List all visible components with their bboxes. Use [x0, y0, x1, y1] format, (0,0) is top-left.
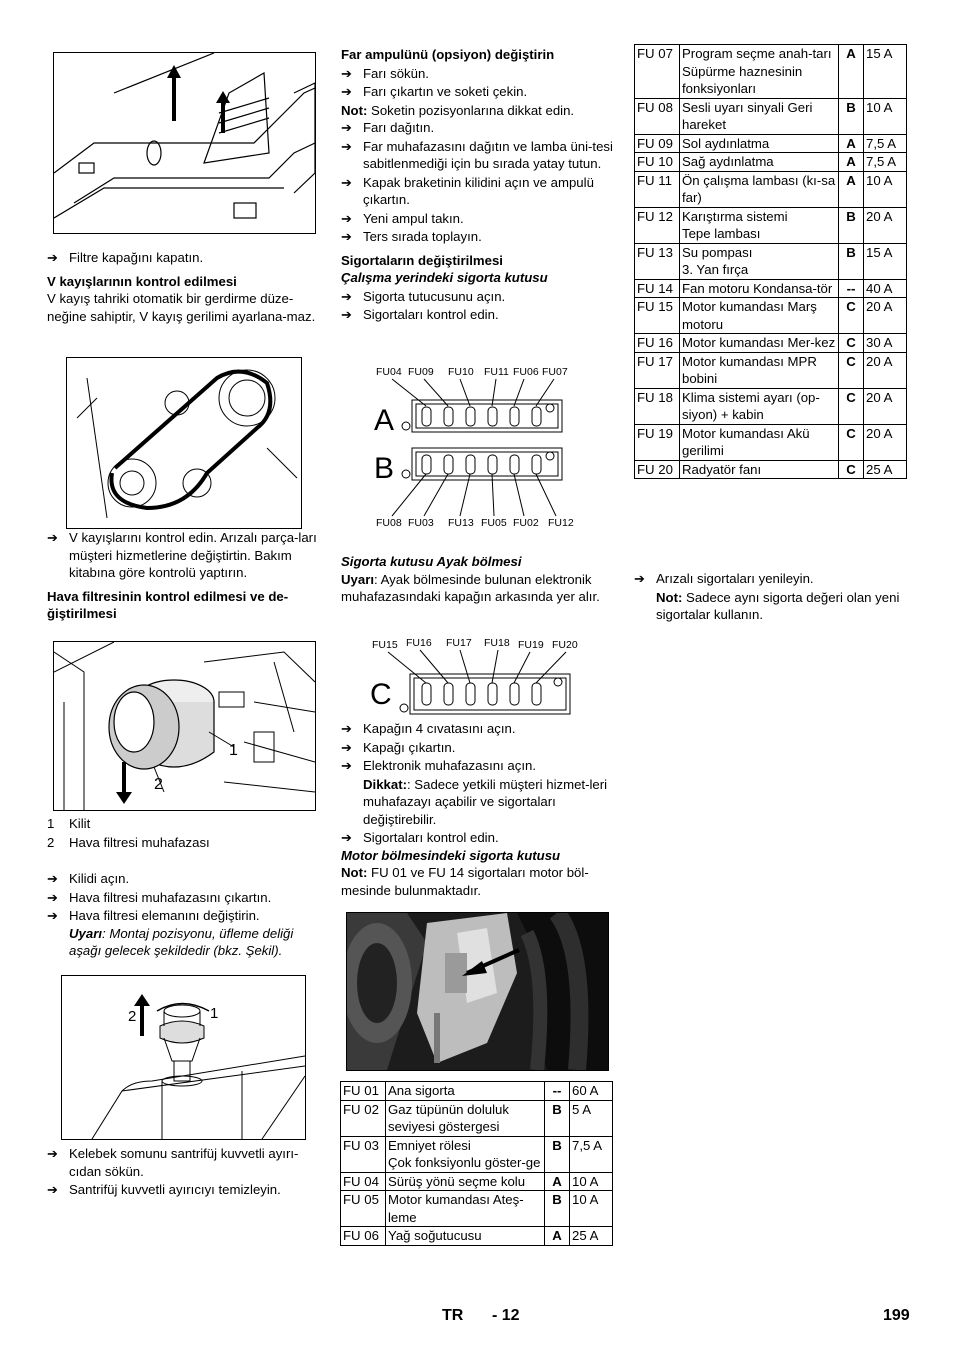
- fuse-description-cell: Su pompası 3. Yan fırça: [680, 243, 839, 279]
- legend-item: 1 Kilit: [47, 816, 91, 831]
- foot-fusebox-heading: Sigorta kutusu Ayak bölmesi: [341, 554, 522, 569]
- legend-item: 2 Hava filtresi muhafazası: [47, 834, 210, 850]
- fuse-amperage-cell: 7,5 A: [864, 134, 907, 153]
- figure-label-1: 1: [229, 742, 238, 759]
- fuse-heading: Sigortaların değiştirilmesi: [341, 252, 503, 268]
- step-replace-fuses: ➔ Arızalı sigortaları yenileyin.: [634, 571, 814, 586]
- fuse-table-row: [635, 279, 907, 298]
- fuse-description-cell: Sol aydınlatma: [680, 134, 839, 153]
- fuse-id-cell: FU 04: [341, 1172, 386, 1191]
- arrow-right-icon: ➔: [47, 889, 58, 905]
- fuse-table-row: [635, 134, 907, 153]
- footer-language: TR: [442, 1307, 464, 1324]
- fuse-amperage-cell: 20 A: [864, 388, 907, 424]
- fuse-label: FU04: [376, 366, 402, 378]
- step-lamp: ➔ Far muhafazasını dağıtın ve lamba üni-tesi sabitlenmediği için bu sırada yatay tutun.: [341, 138, 613, 171]
- fuse-id-cell: FU 10: [635, 153, 680, 172]
- fuse-id-cell: FU 05: [341, 1191, 386, 1227]
- vbelt-text: V kayış tahriki otomatik bir gerdirme düze-neğine sahiptir, V kayış gerilimi ayarlana-maz.: [47, 291, 316, 324]
- fuse-box-cell: B: [545, 1191, 570, 1227]
- fuse-amperage-cell: 25 A: [864, 460, 907, 479]
- fuse-id-cell: FU 08: [635, 98, 680, 134]
- fuse-description-cell: Fan motoru Kondansa-tör: [680, 279, 839, 298]
- fuse-table-row: [635, 388, 907, 424]
- fuse-box-cell: C: [839, 388, 864, 424]
- fuse-id-cell: FU 20: [635, 460, 680, 479]
- arrow-right-icon: ➔: [47, 250, 58, 265]
- fuse-amperage-cell: 60 A: [570, 1082, 613, 1101]
- fuse-id-cell: FU 13: [635, 243, 680, 279]
- fuse-box-cell: A: [839, 171, 864, 207]
- fuse-label: FU06: [513, 366, 539, 378]
- fuse-table-row: [635, 460, 907, 479]
- step-check-vbelt: ➔ V kayışlarını kontrol edin. Arızalı parça-ları müşteri hizmetlerine değiştirtin. Bakım kitabına göre kontrolü yaptırın.: [47, 530, 317, 580]
- footer-page-number: 199: [883, 1307, 910, 1324]
- fuse-table-row: [341, 1191, 613, 1227]
- fuse-amperage-cell: 10 A: [570, 1172, 613, 1191]
- fuse-description-cell: Motor kumandası Mer-kez: [680, 334, 839, 353]
- fuse-table-row: [341, 1100, 613, 1136]
- fuse-description-cell: Ön çalışma lambası (kı-sa far): [680, 171, 839, 207]
- arrow-right-icon: ➔: [341, 174, 352, 190]
- fuse-amperage-cell: 10 A: [864, 171, 907, 207]
- fuse-description-cell: Gaz tüpünün doluluk seviyesi göstergesi: [386, 1100, 545, 1136]
- fuse-label: FU02: [513, 517, 539, 529]
- fuse-box-cell: C: [839, 298, 864, 334]
- arrow-right-icon: ➔: [47, 530, 58, 545]
- fuse-label: FU16: [406, 637, 432, 649]
- fuse-box-cell: --: [839, 279, 864, 298]
- fuse-label: FU20: [552, 639, 578, 651]
- step-lamp: ➔ Farı dağıtın.: [341, 120, 435, 135]
- figure-label-2: 2: [154, 776, 163, 793]
- engine-compartment-photo: [346, 912, 609, 1071]
- step-fuse: ➔ Sigortaları kontrol edin.: [341, 307, 499, 322]
- motor-fusebox-heading: Motor bölmesindeki sigorta kutusu: [341, 847, 561, 863]
- vbelt-illustration: [67, 358, 301, 528]
- sweeper-filter-figure: [53, 52, 316, 234]
- arrow-right-icon: ➔: [47, 1146, 58, 1161]
- fuse-description-cell: Motor kumandası Ateş-leme: [386, 1191, 545, 1227]
- fuse-amperage-cell: 20 A: [864, 298, 907, 334]
- arrow-right-icon: ➔: [341, 229, 352, 244]
- fusebox-ab-diagram: [372, 362, 580, 534]
- fuse-box-cell: B: [545, 1100, 570, 1136]
- step-foot: ➔ Elektronik muhafazasını açın.: [341, 758, 536, 773]
- figure-label-2: 2: [128, 1008, 137, 1025]
- arrow-right-icon: ➔: [341, 65, 352, 81]
- fuse-table-row: [635, 98, 907, 134]
- fuse-table-row: [341, 1172, 613, 1191]
- fuse-box-cell: B: [839, 207, 864, 243]
- figure-label-1: 1: [210, 1005, 219, 1022]
- fuse-id-cell: FU 07: [635, 45, 680, 99]
- step-fuse: ➔ Sigorta tutucusunu açın.: [341, 288, 506, 304]
- fusebox-row-c-label: C: [370, 678, 392, 711]
- arrow-right-icon: ➔: [341, 758, 352, 773]
- engine-photo-svg: [347, 913, 608, 1070]
- lamp-heading: Far ampulünü (opsiyon) değiştirin: [341, 47, 555, 62]
- fusebox-ab-svg: [372, 362, 580, 534]
- fuse-subheading: Çalışma yerindeki sigorta kutusu: [341, 270, 548, 285]
- fuse-description-cell: Sürüş yönü seçme kolu: [386, 1172, 545, 1191]
- step-foot: ➔ Sigortaları kontrol edin.: [341, 830, 499, 845]
- step-close-filter: ➔ Filtre kapağını kapatın.: [47, 250, 204, 265]
- fuse-amperage-cell: 10 A: [864, 98, 907, 134]
- fuse-amperage-cell: 7,5 A: [570, 1136, 613, 1172]
- fuse-box-cell: C: [839, 460, 864, 479]
- step-lamp: ➔ Farı sökün.: [341, 65, 429, 81]
- arrow-right-icon: ➔: [341, 138, 352, 154]
- arrow-right-icon: ➔: [47, 1182, 58, 1197]
- arrow-right-icon: ➔: [341, 721, 352, 736]
- arrow-right-icon: ➔: [341, 739, 352, 755]
- fuse-id-cell: FU 16: [635, 334, 680, 353]
- fuse-id-cell: FU 01: [341, 1082, 386, 1101]
- fuse-label: FU10: [448, 366, 474, 378]
- fusebox-c-svg: [370, 634, 586, 720]
- fuse-box-cell: --: [545, 1082, 570, 1101]
- fuse-id-cell: FU 19: [635, 424, 680, 460]
- fuse-amperage-cell: 15 A: [864, 243, 907, 279]
- fuse-table-2: [634, 44, 907, 479]
- fuse-table-row: [635, 243, 907, 279]
- fuse-id-cell: FU 15: [635, 298, 680, 334]
- step-airfilter: ➔ Kilidi açın.: [47, 871, 130, 886]
- fuse-amperage-cell: 10 A: [570, 1191, 613, 1227]
- fuse-table-row: [341, 1227, 613, 1246]
- airfilter-heading: Hava filtresinin kontrol edilmesi ve de-ğiştirilmesi: [47, 588, 289, 621]
- fuse-box-cell: B: [839, 243, 864, 279]
- fuse-label: FU08: [376, 517, 402, 529]
- arrow-right-icon: ➔: [341, 210, 352, 226]
- arrow-right-icon: ➔: [341, 288, 352, 304]
- vbelt-figure: [66, 357, 302, 529]
- fuse-table-row: [635, 45, 907, 99]
- fuse-label: FU17: [446, 637, 472, 649]
- fuse-description-cell: Klima sistemi ayarı (op-siyon) + kabin: [680, 388, 839, 424]
- fuse-label: FU03: [408, 517, 434, 529]
- arrow-right-icon: ➔: [341, 84, 352, 99]
- fuse-amperage-cell: 20 A: [864, 352, 907, 388]
- sweeper-filter-illustration: [54, 53, 315, 233]
- arrow-right-icon: ➔: [341, 307, 352, 322]
- fuse-description-cell: Ana sigorta: [386, 1082, 545, 1101]
- motor-note: Not: FU 01 ve FU 14 sigortaları motor böl-mesinde bulunmaktadır.: [341, 865, 589, 898]
- separator-figure: [61, 975, 306, 1140]
- fuse-box-cell: C: [839, 424, 864, 460]
- fuse-label: FU15: [372, 639, 398, 651]
- fuse-amperage-cell: 15 A: [864, 45, 907, 99]
- fuse-box-cell: B: [545, 1136, 570, 1172]
- step-foot: ➔ Kapağın 4 cıvatasını açın.: [341, 721, 516, 736]
- fuse-table-row: [635, 352, 907, 388]
- fuse-table-row: [635, 334, 907, 353]
- fuse-table-row: [635, 153, 907, 172]
- step-separator: ➔ Santrifüj kuvvetli ayırıcıyı temizleyin.: [47, 1182, 281, 1197]
- fuse-id-cell: FU 03: [341, 1136, 386, 1172]
- fuse-id-cell: FU 14: [635, 279, 680, 298]
- fuse-label: FU09: [408, 366, 434, 378]
- step-lamp: ➔ Kapak braketinin kilidini açın ve ampulü çıkartın.: [341, 174, 594, 207]
- fuse-id-cell: FU 06: [341, 1227, 386, 1246]
- fuse-label: FU07: [542, 366, 568, 378]
- fuse-description-cell: Emniyet rölesi Çok fonksiyonlu göster-ge: [386, 1136, 545, 1172]
- arrow-right-icon: ➔: [341, 120, 352, 135]
- fuse-amperage-cell: 40 A: [864, 279, 907, 298]
- fuse-box-cell: C: [839, 352, 864, 388]
- fuse-description-cell: Radyatör fanı: [680, 460, 839, 479]
- fuse-table-row: [635, 298, 907, 334]
- arrow-right-icon: ➔: [47, 908, 58, 923]
- fusebox-row-a-label: A: [374, 404, 395, 437]
- fusebox-c-diagram: [370, 634, 586, 720]
- fuse-box-cell: A: [839, 134, 864, 153]
- fusebox-row-b-label: B: [374, 452, 395, 485]
- vbelt-heading: V kayışlarının kontrol edilmesi: [47, 273, 237, 289]
- step-airfilter: ➔ Hava filtresi elemanını değiştirin.: [47, 908, 260, 923]
- fuse-label: FU18: [484, 637, 510, 649]
- fuse-description-cell: Program seçme anah-tarı Süpürme haznesinin fonksiyonları: [680, 45, 839, 99]
- fuse-box-cell: A: [839, 153, 864, 172]
- fuse-box-cell: A: [839, 45, 864, 99]
- fuse-label: FU12: [548, 517, 574, 529]
- fuse-table-1: [340, 1081, 613, 1246]
- arrow-right-icon: ➔: [341, 830, 352, 845]
- step-lamp: ➔ Yeni ampul takın.: [341, 210, 464, 226]
- fuse-table-row: [341, 1136, 613, 1172]
- fuse-description-cell: Sesli uyarı sinyali Geri hareket: [680, 98, 839, 134]
- fuse-description-cell: Motor kumandası Marş motoru: [680, 298, 839, 334]
- fuse-amperage-cell: 25 A: [570, 1227, 613, 1246]
- fuse-label: FU11: [484, 366, 509, 378]
- fuse-table-row: [341, 1082, 613, 1101]
- fuse-box-cell: C: [839, 334, 864, 353]
- fuse-label: FU13: [448, 517, 474, 529]
- step-separator: ➔ Kelebek somunu santrifüj kuvvetli ayırı-cıdan sökün.: [47, 1146, 299, 1179]
- fuse-description-cell: Karıştırma sistemi Tepe lambası: [680, 207, 839, 243]
- fuse-id-cell: FU 11: [635, 171, 680, 207]
- airfilter-illustration: [54, 642, 315, 810]
- attention-note: Dikkat:: Sadece yetkili müşteri hizmet-leri muhafazayı açabilir ve sigortaları değiştirebilir.: [363, 776, 608, 827]
- fuse-id-cell: FU 17: [635, 352, 680, 388]
- fuse-description-cell: Motor kumandası Akü gerilimi: [680, 424, 839, 460]
- fuse-table-row: [635, 207, 907, 243]
- fuse-id-cell: FU 09: [635, 134, 680, 153]
- arrow-right-icon: ➔: [47, 871, 58, 886]
- fuse-description-cell: Sağ aydınlatma: [680, 153, 839, 172]
- airfilter-warning: Uyarı: Montaj pozisyonu, üfleme deliği aşağı gelecek şekildedir (bkz. Şekil).: [69, 925, 294, 958]
- fuse-table-row: [635, 424, 907, 460]
- fuse-table-row: [635, 171, 907, 207]
- fuse-amperage-cell: 7,5 A: [864, 153, 907, 172]
- fuse-id-cell: FU 12: [635, 207, 680, 243]
- fuse-box-cell: A: [545, 1172, 570, 1191]
- step-lamp: ➔ Ters sırada toplayın.: [341, 229, 482, 244]
- step-lamp: ➔ Farı çıkartın ve soketi çekin.: [341, 84, 528, 99]
- arrow-right-icon: ➔: [634, 571, 645, 586]
- fuse-note: Not: Sadece aynı sigorta değeri olan yeni sigortalar kullanın.: [656, 589, 900, 622]
- fuse-amperage-cell: 5 A: [570, 1100, 613, 1136]
- separator-illustration: [62, 976, 305, 1139]
- fuse-box-cell: B: [839, 98, 864, 134]
- step-foot: ➔ Kapağı çıkartın.: [341, 739, 456, 755]
- lamp-note: Not: Soketin pozisyonlarına dikkat edin.: [341, 102, 575, 118]
- foot-warning: Uyarı: Ayak bölmesinde bulunan elektronik muhafazasındaki kapağın arkasında yer alır.: [341, 571, 600, 604]
- fuse-description-cell: Motor kumandası MPR bobini: [680, 352, 839, 388]
- fuse-id-cell: FU 18: [635, 388, 680, 424]
- fuse-amperage-cell: 30 A: [864, 334, 907, 353]
- fuse-label: FU19: [518, 639, 544, 651]
- fuse-amperage-cell: 20 A: [864, 207, 907, 243]
- fuse-label: FU05: [481, 517, 507, 529]
- fuse-description-cell: Yağ soğutucusu: [386, 1227, 545, 1246]
- airfilter-figure: [53, 641, 316, 811]
- fuse-amperage-cell: 20 A: [864, 424, 907, 460]
- footer-local-page: - 12: [492, 1307, 520, 1324]
- fuse-id-cell: FU 02: [341, 1100, 386, 1136]
- fuse-box-cell: A: [545, 1227, 570, 1246]
- step-airfilter: ➔ Hava filtresi muhafazasını çıkartın.: [47, 889, 272, 905]
